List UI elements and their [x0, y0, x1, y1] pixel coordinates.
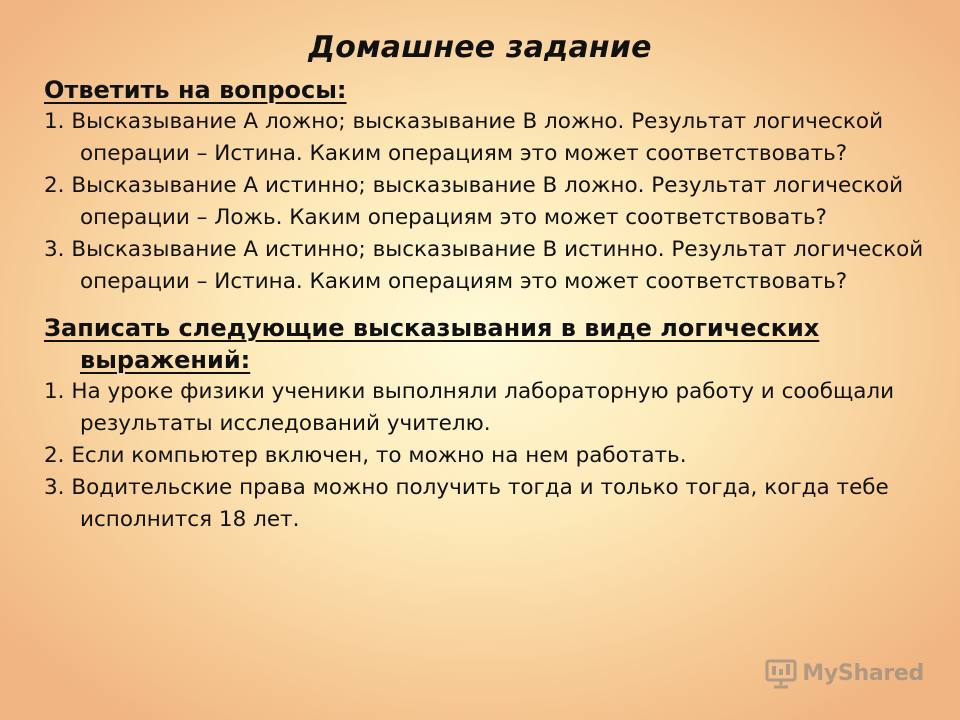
section-heading-expressions: Записать следующие высказывания в виде логических выражений: — [44, 314, 820, 374]
expression-item-3: 3. Водительские права можно получить тогда и только тогда, когда тебе исполнится 18 лет. — [44, 475, 889, 532]
slide-content — [44, 74, 924, 536]
question-item-3: 3. Высказывание А истинно; высказывание В истинно. Результат логической операции – Истина. Каким операциям это может соответствовать? — [44, 237, 924, 294]
slide-title: Домашнее задание — [308, 30, 652, 65]
expression-item-2: 2. Если компьютер включен, то можно на нем работать. — [44, 443, 687, 468]
presentation-board-icon — [764, 656, 798, 690]
section-heading-questions: Ответить на вопросы: — [44, 76, 347, 104]
watermark-text: MyShared — [802, 660, 924, 686]
question-item-1: 1. Высказывание А ложно; высказывание В ложно. Результат логической операции – Истина. Каким операциям это может соответствовать? — [44, 109, 884, 166]
watermark — [764, 656, 924, 690]
question-item-2: 2. Высказывание А истинно; высказывание В ложно. Результат логической операции – Ложь. Каким операциям это может соответствовать? — [44, 173, 904, 230]
expression-item-1: 1. На уроке физики ученики выполняли лабораторную работу и сообщали результаты исследований учителю. — [44, 379, 895, 436]
